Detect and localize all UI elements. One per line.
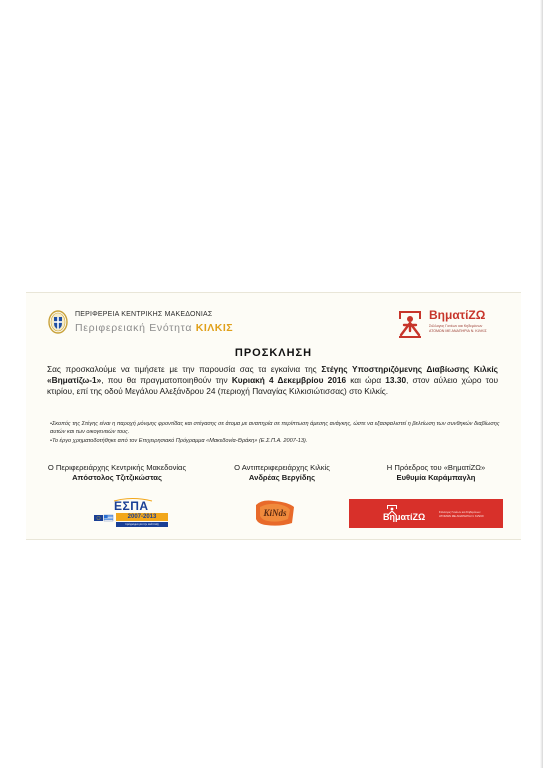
note-purpose: •Σκοπός της Στέγης είναι η παροχή μόνιμης φροντίδας και στέγασης σε άτομα με αναπηρία σε περίπτωση άμεσης ανάγκης, ώστε να εξασφαλιστεί η βελτίωση των συνθηκών διαβίωσης αυτών και των οικογενειών τους. xyxy=(50,421,500,435)
band-org-name: ΒηματίΖΩ xyxy=(383,512,426,522)
espa-wordmark: ΕΣΠΑ xyxy=(114,499,149,513)
signatory-name: Απόστολος Τζιτζικώστας xyxy=(72,473,162,482)
invitation-text xyxy=(47,364,498,397)
invitation-card xyxy=(26,292,521,540)
invitation-text-part: Σας προσκαλούμε να τιμήσετε με την παρουσία σας τα εγκαίνια της xyxy=(47,364,322,374)
region-unit-line xyxy=(75,322,233,334)
band-org-subtitle: Σύλλογος Γονέων και Κηδεμόνων xyxy=(439,510,481,514)
vimatizo-figure-icon xyxy=(395,305,425,339)
signatory-role: Η Πρόεδρος του «ΒηματίΖΩ» xyxy=(386,463,486,472)
vimatizo-subtitle-2: ΑΤΟΜΩΝ ΜΕ ΑΝΑΠΗΡΙΑ Ν. ΚΙΛΚΙΣ xyxy=(429,329,487,333)
signatory-deputy-governor xyxy=(202,463,362,483)
signatory-role: Ο Περιφερειάρχης Κεντρικής Μακεδονίας xyxy=(47,463,187,472)
vimatizo-band-logo xyxy=(349,499,503,528)
hellenic-emblem-icon xyxy=(48,310,68,334)
espa-caption: πρόγραμμα για την ανάπτυξη xyxy=(116,522,168,527)
invitation-title: ΠΡΟΣΚΛΗΣΗ xyxy=(234,347,313,359)
signatory-regional-governor xyxy=(32,463,202,483)
signatory-role: Ο Αντιπεριφερειάρχης Κιλκίς xyxy=(234,463,330,472)
region-logo xyxy=(48,307,308,339)
region-unit-label: Περιφερειακή Ενότητα xyxy=(75,322,193,334)
invitation-text-part: , στον αύλειο χώρο του κτιρίου, επί της οδού Μεγάλου Αλεξάνδρου 24 (περιοχή Παναγίας Κιλκισιώτισσας) στο Κιλκίς. xyxy=(47,375,498,396)
kinds-wordmark: KiNds xyxy=(263,508,287,518)
region-unit-name: ΚΙΛΚΙΣ xyxy=(195,322,234,334)
invitation-text-part: και ώρα xyxy=(346,375,386,385)
vimatizo-name: ΒηματίΖΩ xyxy=(429,308,486,322)
vimatizo-subtitle: Σύλλογος Γονέων και Κηδεμόνων xyxy=(429,324,483,328)
event-time: 13.30 xyxy=(385,375,407,385)
signatory-name: Ανδρέας Βεργίδης xyxy=(248,473,316,482)
facility-name: Στέγης Υποστηριζόμενης Διαβίωσης Κιλκίς «Βηματίζω-1» xyxy=(47,364,498,385)
band-org-subtitle-2: ΑΤΟΜΩΝ ΜΕ ΑΝΑΠΗΡΙΑ Ν. ΚΙΛΚΙΣ xyxy=(439,514,484,518)
espa-logo xyxy=(92,498,172,528)
region-name: ΠΕΡΙΦΕΡΕΙΑ ΚΕΝΤΡΙΚΗΣ ΜΑΚΕΔΟΝΙΑΣ xyxy=(75,311,213,318)
kinds-logo xyxy=(254,497,296,529)
note-funding: •Το έργο χρηματοδοτήθηκε από τον Επιχειρησιακό Πρόγραμμα «Μακεδονία-Θράκη» (Ε.Σ.Π.Α. 2007-13). xyxy=(50,438,308,445)
event-date: Κυριακή 4 Δεκεμβρίου 2016 xyxy=(231,375,347,385)
vimatizo-logo xyxy=(395,303,513,343)
signatory-president xyxy=(356,463,516,483)
espa-years: 2007-2013 xyxy=(116,513,168,521)
notes xyxy=(50,421,500,447)
invitation-text-part: , που θα πραγματοποιηθούν την xyxy=(101,375,232,385)
signatory-name: Ευθυμία Καράμπαγλη xyxy=(396,473,476,482)
